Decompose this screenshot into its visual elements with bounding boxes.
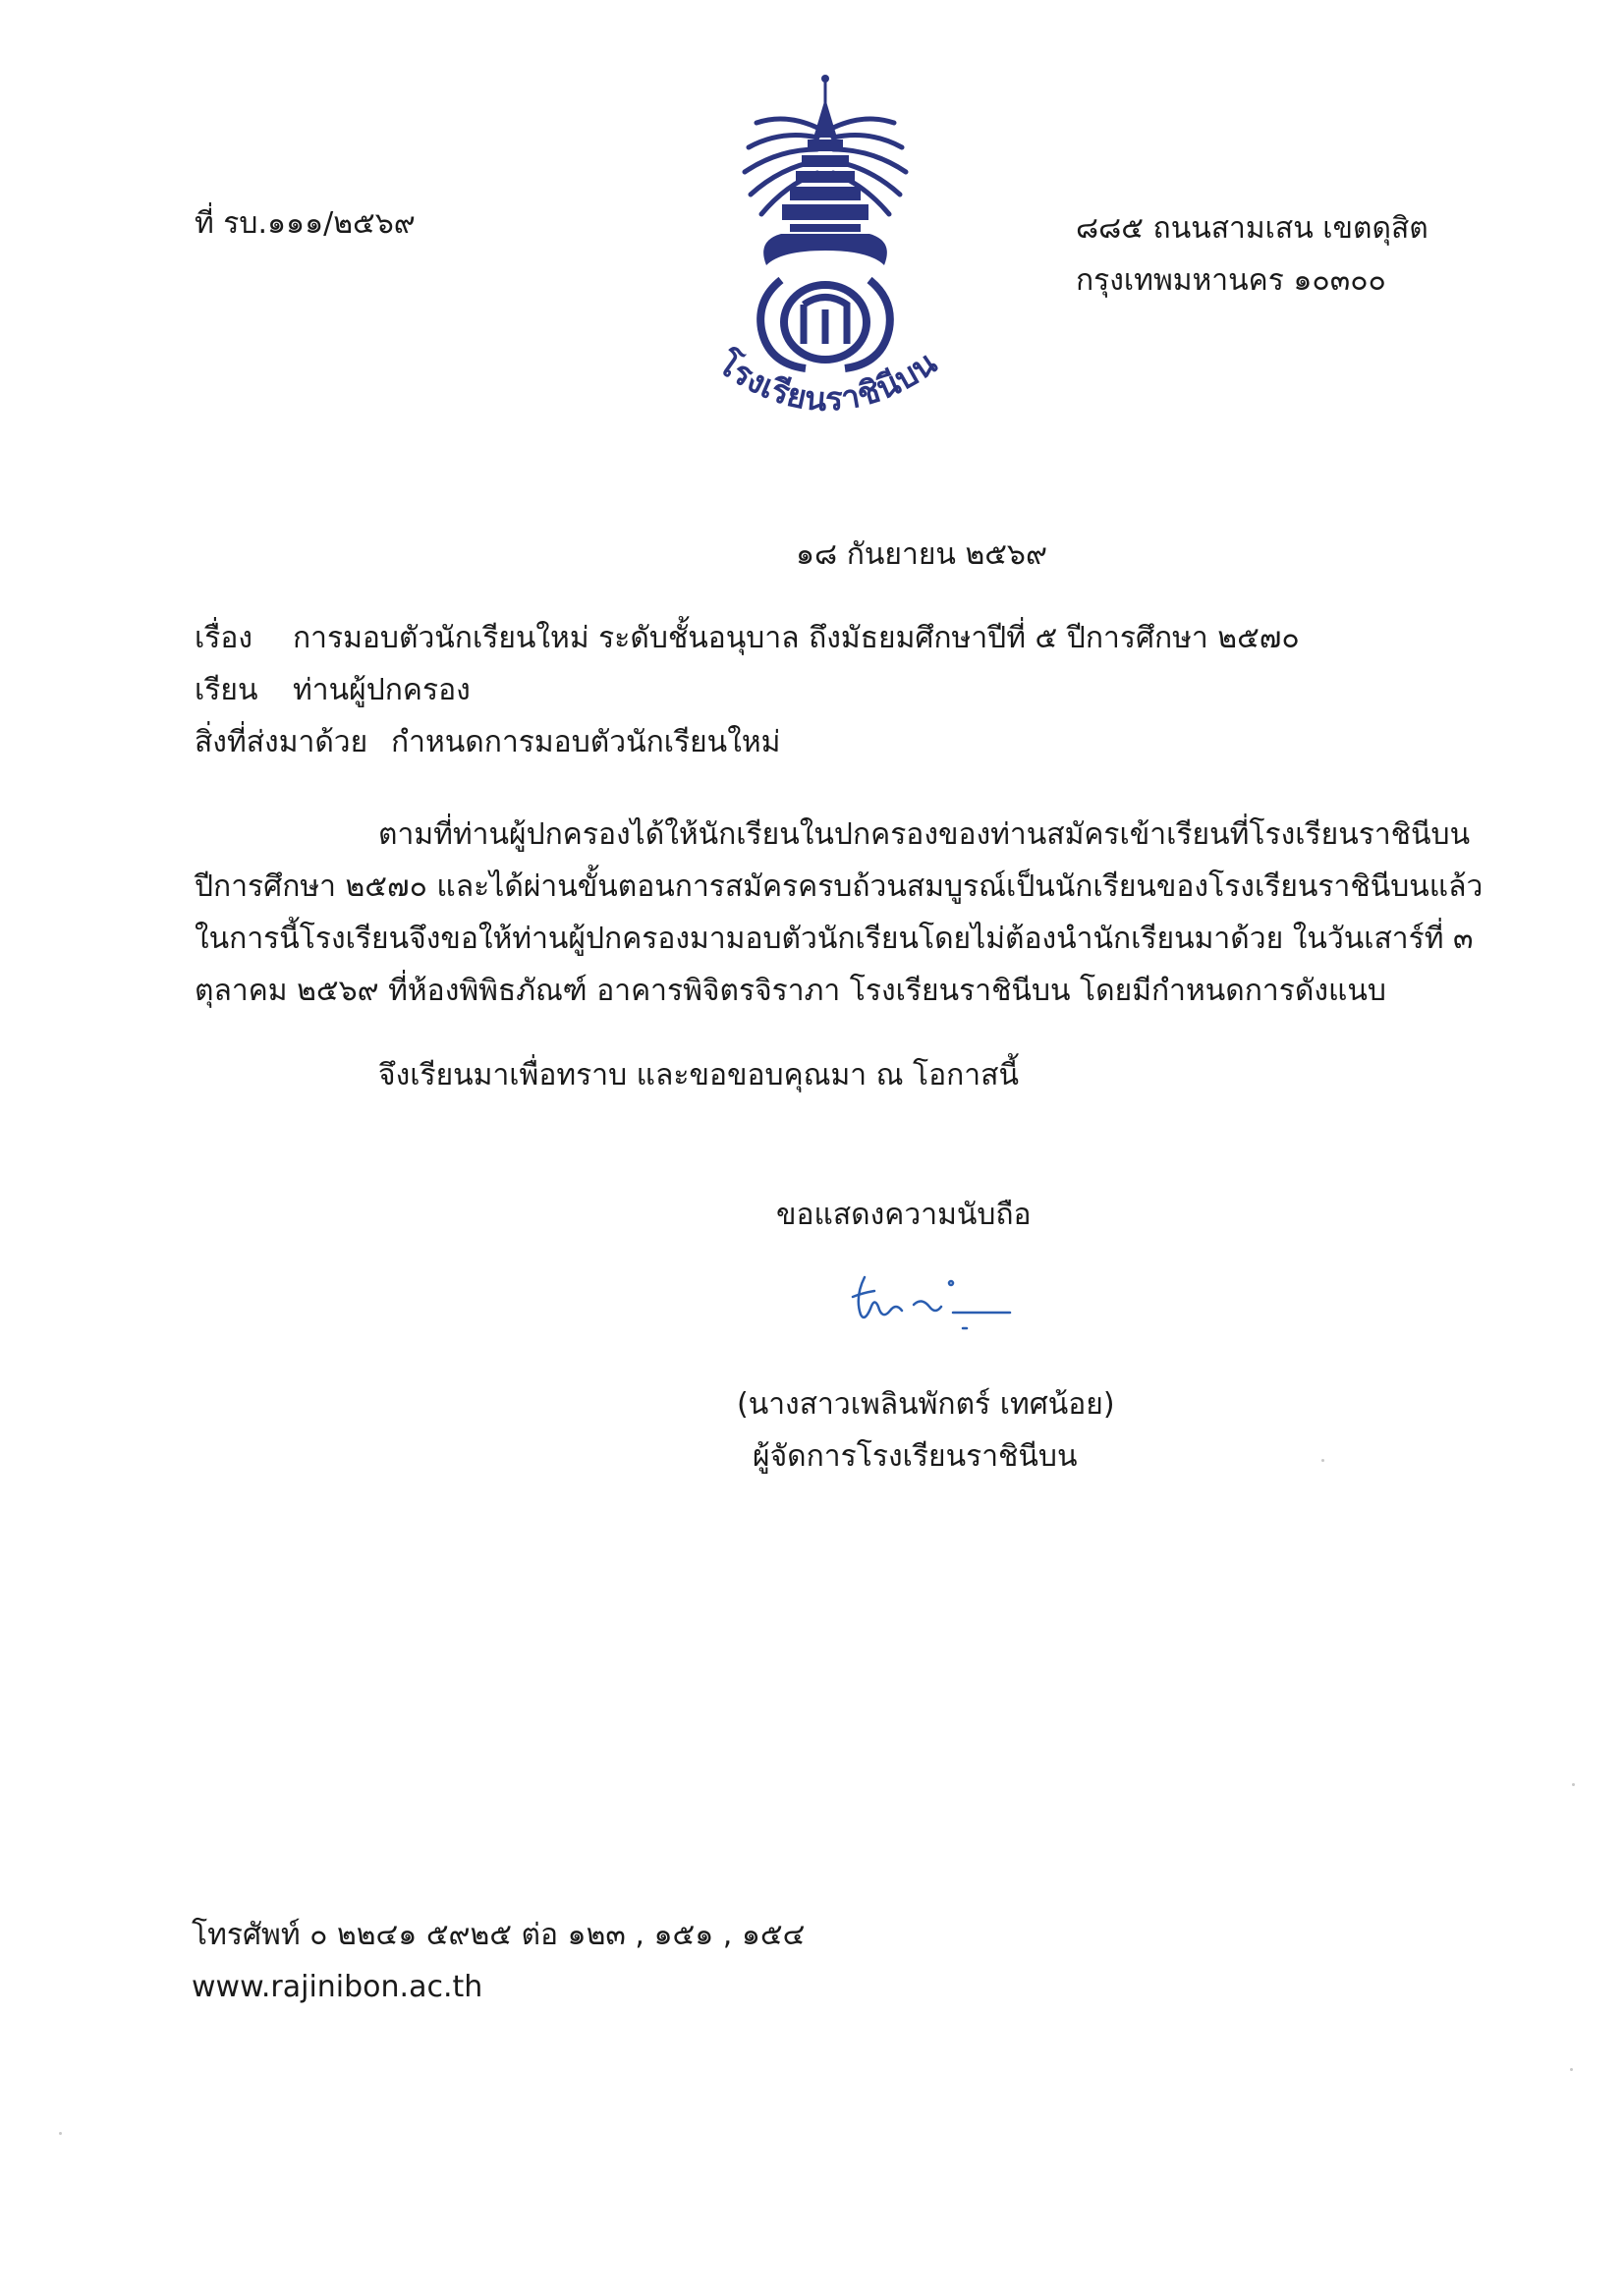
footer-phone: โทรศัพท์ ๐ ๒๒๔๑ ๕๙๒๕ ต่อ ๑๒๓ , ๑๕๑ , ๑๕๔	[192, 1918, 806, 1952]
signature-icon	[845, 1267, 1012, 1336]
body-line: ในการนี้โรงเรียนจึงขอให้ท่านผู้ปกครองมามอบตัวนักเรียนโดยไม่ต้องนำนักเรียนมาด้วย ในวันเสาร์ที่ ๓	[195, 922, 1474, 956]
footer-website[interactable]: www.rajinibon.ac.th	[192, 1970, 483, 2004]
recipient-text: ท่านผู้ปกครอง	[293, 673, 471, 707]
body-line: ปีการศึกษา ๒๕๗๐ และได้ผ่านขั้นตอนการสมัครครบถ้วนสมบูรณ์เป็นนักเรียนของโรงเรียนราชินีบนแล้ว	[195, 869, 1484, 904]
body-line: ตามที่ท่านผู้ปกครองได้ให้นักเรียนในปกครองของท่านสมัครเข้าเรียนที่โรงเรียนราชินีบน	[378, 817, 1471, 852]
logo-text: โรงเรียนราชินีบน	[710, 343, 944, 419]
closing-salutation: ขอแสดงความนับถือ	[776, 1198, 1032, 1232]
subject-text: การมอบตัวนักเรียนใหม่ ระดับชั้นอนุบาล ถึงมัธยมศึกษาปีที่ ๕ ปีการศึกษา ๒๕๗๐	[293, 621, 1300, 655]
signer-title: ผู้จัดการโรงเรียนราชินีบน	[753, 1439, 1078, 1474]
subject-label: เรื่อง	[195, 621, 253, 655]
recipient-label: เรียน	[195, 673, 258, 707]
enclosure-text: กำหนดการมอบตัวนักเรียนใหม่	[391, 725, 781, 759]
school-address-line1: ๘๘๕ ถนนสามเสน เขตดุสิต	[1076, 211, 1428, 246]
enclosure-label: สิ่งที่ส่งมาด้วย	[195, 725, 368, 759]
body-line: ตุลาคม ๒๕๖๙ ที่ห้องพิพิธภัณฑ์ อาคารพิจิตรจิราภา โรงเรียนราชินีบน โดยมีกำหนดการดังแนบ	[195, 974, 1386, 1008]
signer-name: (นางสาวเพลินพักตร์ เทศน้อย)	[737, 1387, 1115, 1422]
scan-speck	[59, 2132, 62, 2135]
scan-speck	[1570, 2068, 1573, 2071]
school-address-line2: กรุงเทพมหานคร ๑๐๓๐๐	[1076, 263, 1386, 298]
scan-speck	[1321, 1459, 1324, 1462]
letter-date: ๑๘ กันยายน ๒๕๖๙	[796, 537, 1047, 572]
closing-paragraph: จึงเรียนมาเพื่อทราบ และขอขอบคุณมา ณ โอกาสนี้	[378, 1058, 1019, 1092]
svg-text:โรงเรียนราชินีบน	[710, 343, 944, 419]
school-logo	[688, 69, 963, 432]
reference-number: ที่ รบ.๑๑๑/๒๕๖๙	[195, 206, 416, 241]
signature	[845, 1267, 1012, 1336]
scan-speck	[1572, 1783, 1575, 1786]
school-crest-icon	[688, 69, 963, 432]
